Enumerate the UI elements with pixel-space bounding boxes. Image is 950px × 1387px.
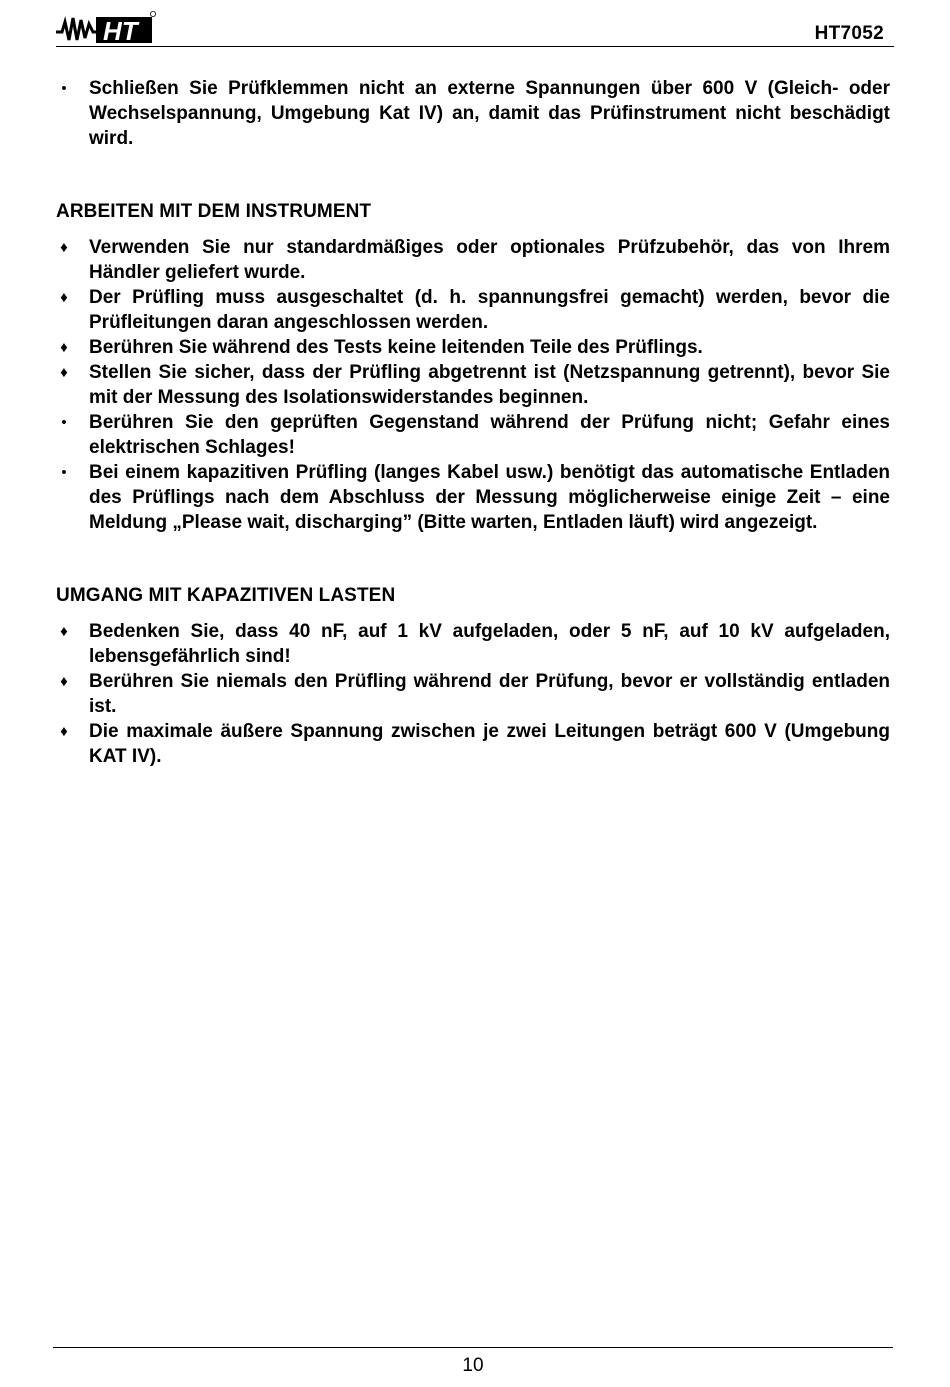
list-item-text: Bedenken Sie, dass 40 nF, auf 1 kV aufgeladen, oder 5 nF, auf 10 kV aufgeladen, lebensgefährlich sind! (89, 621, 890, 667)
list-item (56, 460, 890, 535)
page-number: 10 (462, 1355, 484, 1376)
list-item-text: Schließen Sie Prüfklemmen nicht an externe Spannungen über 600 V (Gleich- oder Wechselspannung, Umgebung Kat IV) an, damit das Prüfinstrument nicht beschädigt wird. (89, 78, 890, 149)
list-item-text: Die maximale äußere Spannung zwischen je zwei Leitungen beträgt 600 V (Umgebung KAT IV). (89, 721, 890, 767)
list-item-text: Berühren Sie niemals den Prüfling während der Prüfung, bevor er vollständig entladen ist. (89, 671, 890, 717)
diamond-bullet-icon: ♦ (60, 339, 68, 356)
list-item (56, 335, 890, 360)
diamond-bullet-icon: ♦ (60, 673, 68, 690)
logo-text: HT (103, 16, 138, 46)
ht-logo (56, 10, 156, 46)
section-heading: ARBEITEN MIT DEM INSTRUMENT (56, 201, 372, 222)
list-item-text: Berühren Sie während des Tests keine leitenden Teile des Prüflings. (89, 337, 703, 358)
list-item-text: Der Prüfling muss ausgeschaltet (d. h. spannungsfrei gemacht) werden, bevor die Prüfleitungen daran angeschlossen werden. (89, 287, 890, 333)
list-item (56, 76, 890, 151)
list-item-text: Berühren Sie den geprüften Gegenstand während der Prüfung nicht; Gefahr eines elektrischen Schlages! (89, 412, 890, 458)
diamond-bullet-icon: ♦ (60, 289, 68, 306)
list-item-text: Verwenden Sie nur standardmäßiges oder optionales Prüfzubehör, das von Ihrem Händler geliefert wurde. (89, 237, 890, 283)
ht-logo-mark (56, 10, 156, 46)
list-item-text: Stellen Sie sicher, dass der Prüfling abgetrennt ist (Netzspannung getrennt), bevor Sie mit der Messung des Isolationswiderstandes beginnen. (89, 362, 890, 408)
diamond-bullet-icon: ♦ (60, 623, 68, 640)
list-item (56, 619, 890, 669)
diamond-bullet-icon: ♦ (60, 723, 68, 740)
list-item (56, 235, 890, 285)
section-heading: UMGANG MIT KAPAZITIVEN LASTEN (56, 585, 396, 606)
list-item (56, 360, 890, 410)
list-item-text: Bei einem kapazitiven Prüfling (langes Kabel usw.) benötigt das automatische Entladen des Prüflings nach dem Abschluss der Messung möglicherweise einige Zeit – eine Meldung „Please wait, discharging” (Bitte warten, Entladen läuft) wird angezeigt. (89, 462, 890, 533)
page-footer (53, 1347, 893, 1376)
page-header (56, 6, 894, 47)
list-item (56, 669, 890, 719)
model-number: HT7052 (814, 23, 884, 44)
diamond-bullet-icon: ♦ (60, 239, 68, 256)
bullet-icon: • (61, 80, 67, 97)
list-item (56, 719, 890, 769)
diamond-bullet-icon: ♦ (60, 364, 68, 381)
page-content (56, 76, 890, 769)
list-item (56, 285, 890, 335)
bullet-icon: • (61, 414, 67, 431)
bullet-icon: • (61, 464, 67, 481)
list-item (56, 410, 890, 460)
